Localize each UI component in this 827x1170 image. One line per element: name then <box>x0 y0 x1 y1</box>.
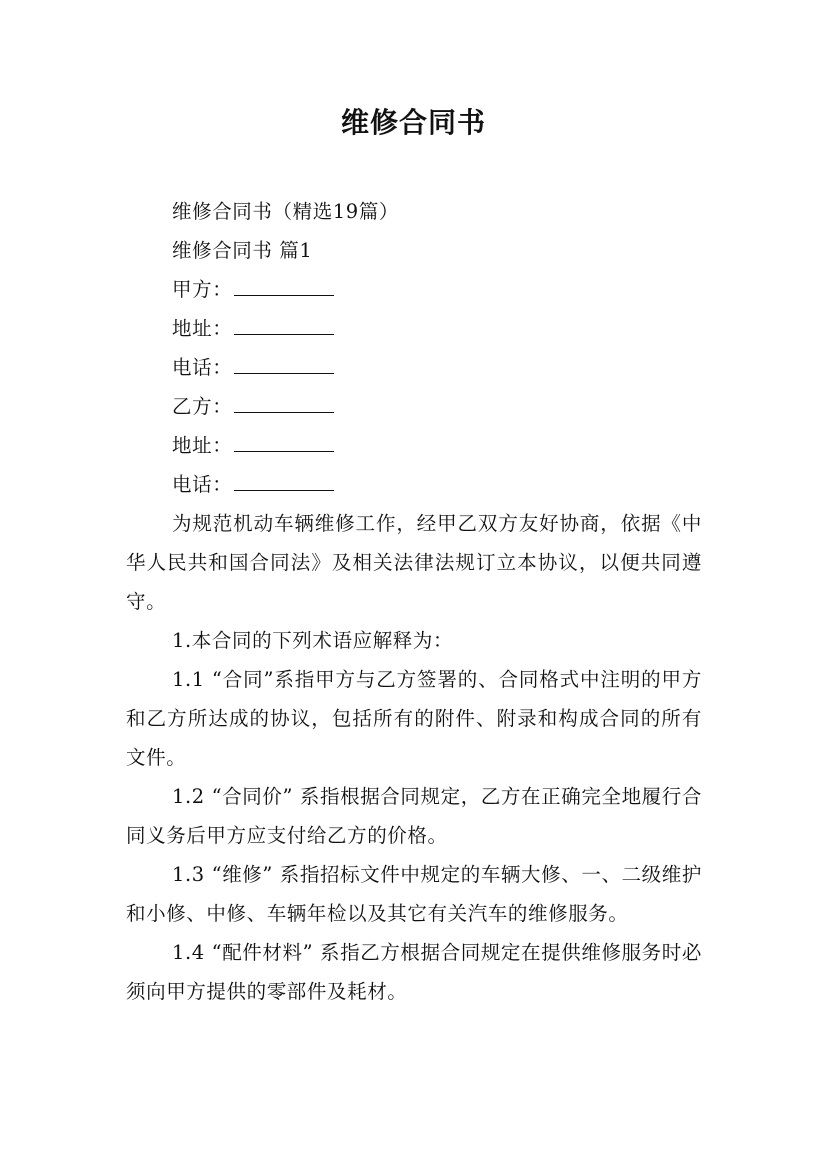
field-label: 电话： <box>172 356 233 379</box>
field-label: 地址： <box>172 434 233 457</box>
field-label: 甲方： <box>172 278 233 301</box>
fill-in-blank <box>234 316 334 335</box>
document-body <box>126 192 702 1011</box>
field-party-a <box>126 270 702 309</box>
document-title: 维修合同书 <box>340 106 486 139</box>
paragraph-term-contract: 1.1 “合同”系指甲方与乙方签署的、合同格式中注明的甲方和乙方所达成的协议，包括所有的附件、附录和构成合同的所有文件。 <box>126 668 702 769</box>
paragraph-term-repair: 1.3 “维修” 系指招标文件中规定的车辆大修、一、二级维护和小修、中修、车辆年检以及其它有关汽车的维修服务。 <box>126 863 702 925</box>
field-label: 电话： <box>172 473 233 496</box>
document-subtitle: 维修合同书（精选19篇） <box>172 200 400 223</box>
fill-in-blank <box>234 472 334 491</box>
field-party-b-phone <box>126 465 702 504</box>
field-party-a-phone <box>126 348 702 387</box>
paragraph-term-contract-price: 1.2 “合同价” 系指根据合同规定，乙方在正确完全地履行合同义务后甲方应支付给乙方的价格。 <box>126 785 702 847</box>
paragraph-preamble: 为规范机动车辆维修工作，经甲乙双方友好协商，依据《中华人民共和国合同法》及相关法律法规订立本协议，以便共同遵守。 <box>126 512 702 613</box>
field-label: 乙方： <box>172 395 233 418</box>
fill-in-blank <box>234 394 334 413</box>
field-party-b <box>126 387 702 426</box>
field-party-b-address <box>126 426 702 465</box>
paragraph-term-parts: 1.4 “配件材料” 系指乙方根据合同规定在提供维修服务时必须向甲方提供的零部件及耗材。 <box>126 941 702 1003</box>
field-party-a-address <box>126 309 702 348</box>
fill-in-blank <box>234 355 334 374</box>
section-heading: 维修合同书 篇1 <box>172 239 313 262</box>
fill-in-blank <box>234 277 334 296</box>
paragraph-terms-intro: 1.本合同的下列术语应解释为： <box>172 629 454 652</box>
field-label: 地址： <box>172 317 233 340</box>
fill-in-blank <box>234 433 334 452</box>
